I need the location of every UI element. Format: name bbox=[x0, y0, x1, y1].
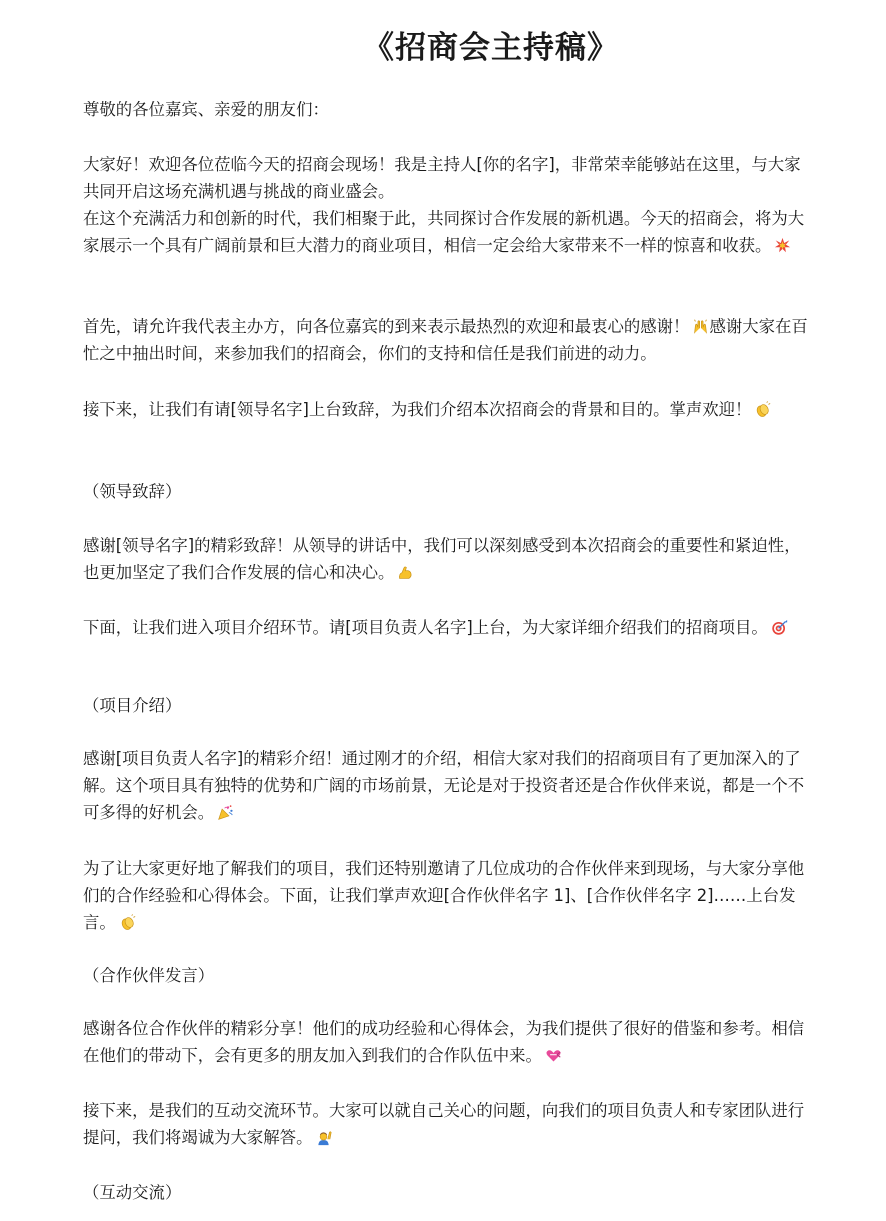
paragraph-project-intro bbox=[83, 614, 811, 641]
clapping-hands-emoji-icon-2 bbox=[119, 914, 136, 931]
paragraph-project-thanks-text: 感谢[项目负责人名字]的精彩介绍！通过刚才的介绍，相信大家对我们的招商项目有了更加深入的了解。这个项目具有独特的优势和广阔的市场前景，无论是对于投资者还是合作伙伴来说，都是一个不可多得的好机会。 bbox=[83, 749, 805, 822]
paragraph-leader-thanks bbox=[83, 532, 811, 586]
raised-hands-emoji-icon bbox=[692, 318, 709, 335]
paragraph-welcome bbox=[83, 151, 811, 205]
page-title: 《招商会主持稿》 bbox=[363, 30, 619, 66]
paragraph-invite-leader bbox=[83, 396, 811, 423]
flexed-biceps-emoji-icon bbox=[397, 564, 414, 581]
paragraph-era bbox=[83, 205, 811, 259]
paragraph-welcome-text: 大家好！欢迎各位莅临今天的招商会现场！我是主持人[你的名字]，非常荣幸能够站在这里，与大家共同开启这场充满机遇与挑战的商业盛会。 bbox=[83, 155, 801, 201]
paragraph-leader-thanks-text: 感谢[领导名字]的精彩致辞！从领导的讲话中，我们可以深刻感受到本次招商会的重要性和紧迫性，也更加坚定了我们合作发展的信心和决心。 bbox=[83, 536, 801, 582]
paragraph-partners-thanks bbox=[83, 1015, 811, 1069]
party-popper-emoji-icon bbox=[217, 804, 234, 821]
person-raising-hand-emoji-icon bbox=[315, 1129, 332, 1146]
paragraph-invite-leader-text: 接下来，让我们有请[领导名字]上台致辞，为我们介绍本次招商会的背景和目的。掌声欢迎！ bbox=[83, 400, 752, 419]
paragraph-partners-invite-text: 为了让大家更好地了解我们的项目，我们还特别邀请了几位成功的合作伙伴来到现场，与大家分享他们的合作经验和心得体会。下面，让我们掌声欢迎[合作伙伴名字 1]、[合作伙伴名字 2]……上台发言。 bbox=[83, 859, 805, 932]
stage-note-partner-speech: （合作伙伴发言） bbox=[83, 966, 215, 985]
paragraph-era-text: 在这个充满活力和创新的时代，我们相聚于此，共同探讨合作发展的新机遇。今天的招商会，将为大家展示一个具有广阔前景和巨大潜力的商业项目，相信一定会给大家带来不一样的惊喜和收获。 bbox=[83, 209, 805, 255]
paragraph-qa-text: 接下来，是我们的互动交流环节。大家可以就自己关心的问题，向我们的项目负责人和专家团队进行提问，我们将竭诚为大家解答。 bbox=[83, 1101, 805, 1147]
greeting: 尊敬的各位嘉宾、亲爱的朋友们： bbox=[83, 100, 329, 119]
paragraph-project-thanks bbox=[83, 745, 811, 826]
direct-hit-emoji-icon bbox=[771, 619, 788, 636]
stage-note-qa: （互动交流） bbox=[83, 1183, 182, 1202]
paragraph-partners-thanks-text: 感谢各位合作伙伴的精彩分享！他们的成功经验和心得体会，为我们提供了很好的借鉴和参考。相信在他们的带动下，会有更多的朋友加入到我们的合作队伍中来。 bbox=[83, 1019, 805, 1065]
clapping-hands-emoji-icon bbox=[754, 401, 771, 418]
paragraph-thanks bbox=[83, 313, 811, 367]
collision-emoji-icon bbox=[774, 237, 791, 254]
paragraph-qa bbox=[83, 1097, 811, 1151]
heart-ribbon-emoji-icon bbox=[545, 1047, 562, 1064]
paragraph-thanks-text-a: 首先，请允许我代表主办方，向各位嘉宾的到来表示最热烈的欢迎和最衷心的感谢！ bbox=[83, 317, 690, 336]
paragraph-thanks-text-b: 感谢大家在百忙之中抽出时间，来参加我们的招商会，你们的支持和信任是我们前进的动力。 bbox=[83, 317, 808, 363]
stage-note-project-intro: （项目介绍） bbox=[83, 696, 182, 715]
paragraph-project-intro-text: 下面，让我们进入项目介绍环节。请[项目负责人名字]上台，为大家详细介绍我们的招商项目。 bbox=[83, 618, 768, 637]
paragraph-partners-invite bbox=[83, 855, 811, 936]
stage-note-leader-speech: （领导致辞） bbox=[83, 482, 182, 501]
